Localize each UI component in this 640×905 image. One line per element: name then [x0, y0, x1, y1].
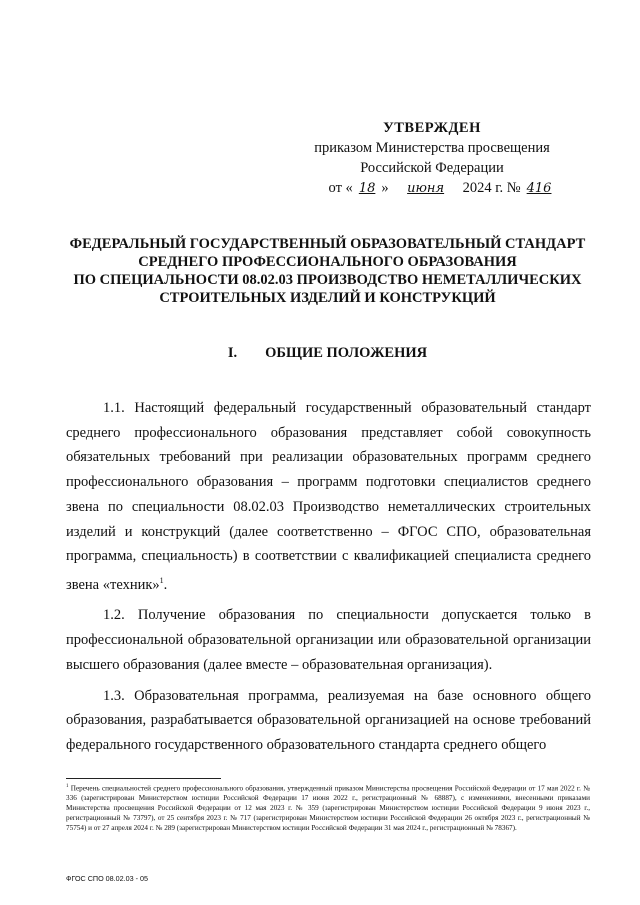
section-title: ОБЩИЕ ПОЛОЖЕНИЯ [265, 345, 428, 361]
title-line-2: СРЕДНЕГО ПРОФЕССИОНАЛЬНОГО ОБРАЗОВАНИЯ [138, 254, 517, 270]
order-number-handwritten: 416 [526, 181, 552, 196]
approval-line-federation: Российской Федерации [360, 160, 504, 176]
footnote-ref-1: 1 [159, 575, 164, 585]
footnote-divider [66, 778, 221, 779]
section-heading [60, 345, 595, 362]
approval-order-line [302, 178, 582, 199]
order-month-handwritten: июня [407, 181, 445, 196]
approval-line-ministry: приказом Министерства просвещения [314, 140, 550, 156]
paragraph-1-2: 1.2. Получение образования по специальности допускается только в профессиональной образовательной организации или образовательной организации высшего образования (далее вместе – образовательная организация). [66, 607, 591, 673]
order-day-handwritten: 18 [358, 181, 376, 196]
footnote [66, 782, 590, 833]
order-date-prefix: от « [328, 180, 353, 196]
document-body [66, 396, 591, 764]
page-footer-code: ФГОС СПО 08.02.03 - 05 [66, 874, 149, 883]
document-title [60, 235, 595, 307]
order-year-text: 2024 г. № [462, 180, 521, 196]
section-number: I. [227, 345, 238, 361]
paragraph-1-1-text: 1.1. Настоящий федеральный государственный образовательный стандарт среднего профессионального образования представляет собой совокупность обязательных требований при реализации образовательных программ среднего профессионального образования – программ подготовки специалистов среднего звена по специальности 08.02.03 Производство неметаллических строительных изделий и конструкций (далее соответственно – ФГОС СПО, образовательная программа, специальность) в соответствии с квалификацией специалиста среднего звена «техник» [66, 400, 591, 593]
footnote-text: Перечень специальностей среднего профессионального образования, утвержденный приказом Министерства просвещения Российской Федерации от 17 мая 2022 г. № 336 (зарегистрирован Министерством юстиции Российской Федерации 17 июня 2022 г., регистрационный № 68887), с изменениями, внесенными приказами Министерства просвещения Российской Федерации от 12 мая 2023 г. № 359 (зарегистрирован Министерством юстиции Российской Федерации 9 июня 2023 г., регистрационный № 73797), от 25 сентября 2023 г. № 717 (зарегистрирован Министерством юстиции Российской Федерации 26 октября 2023 г., регистрационный № 75754) и от 27 апреля 2024 г. № 289 (зарегистрирован Министерством юстиции Российской Федерации 31 мая 2024 г., регистрационный № 78367). [66, 784, 590, 832]
title-line-1: ФЕДЕРАЛЬНЫЙ ГОСУДАРСТВЕННЫЙ ОБРАЗОВАТЕЛЬНЫЙ СТАНДАРТ [69, 236, 586, 252]
approval-heading: УТВЕРЖДЕН [383, 120, 481, 136]
footnote-marker: 1 [66, 784, 69, 789]
title-line-4: СТРОИТЕЛЬНЫХ ИЗДЕЛИЙ И КОНСТРУКЦИЙ [159, 290, 496, 306]
approval-block [282, 118, 582, 199]
paragraph-1-1-end: . [163, 576, 168, 593]
order-day-close: » [381, 180, 389, 196]
paragraph-1-1 [66, 396, 591, 597]
title-line-3: ПО СПЕЦИАЛЬНОСТИ 08.02.03 ПРОИЗВОДСТВО НЕМЕТАЛЛИЧЕСКИХ [73, 272, 582, 288]
paragraph-1-3: 1.3. Образовательная программа, реализуемая на базе основного общего образования, разрабатывается образовательной организацией на основе требований федерального государственного образовательного стандарта среднего общего [66, 687, 591, 753]
